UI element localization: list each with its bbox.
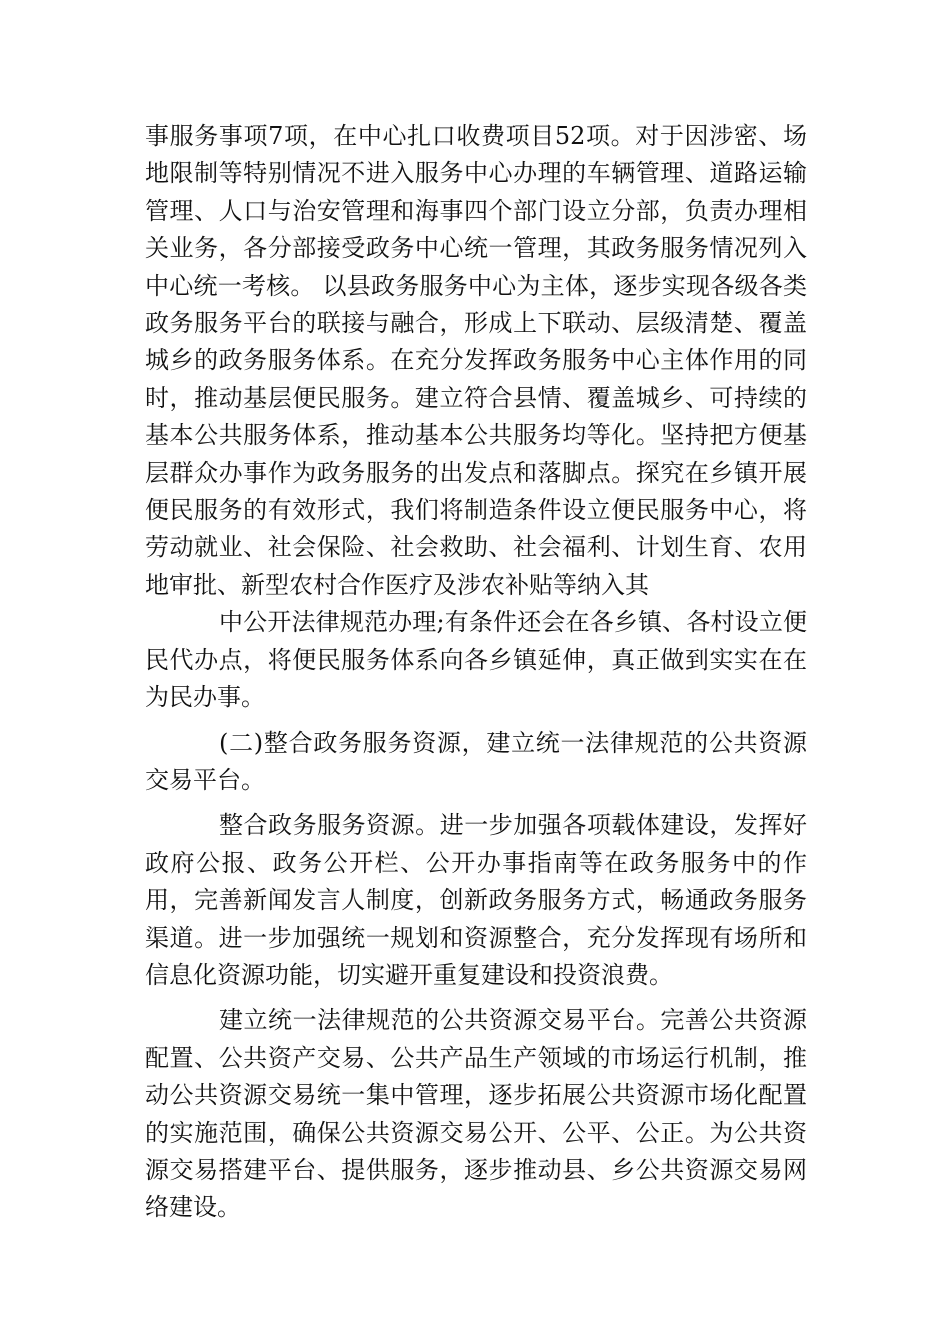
document-body: [145, 118, 807, 1227]
paragraph-integrate-resources: 整合政务服务资源。进一步加强各项载体建设，发挥好政府公报、政务公开栏、公开办事指南等在政务服务中的作用，完善新闻发言人制度，创新政务服务方式，畅通政务服务渠道。进一步加强统一规划和资源整合，充分发挥现有场所和信息化资源功能，切实避开重复建设和投资浪费。: [145, 811, 807, 989]
paragraph-continuation: 事服务事项7项，在中心扎口收费项目52项。对于因涉密、场地限制等特别情况不进入服务中心办理的车辆管理、道路运输管理、人口与治安管理和海事四个部门设立分部，负责办理相关业务，各分部接受政务中心统一管理，其政务服务情况列入中心统一考核。 以县政务服务中心为主体，逐步实现各级各类政务服务平台的联接与融合，形成上下联动、层级清楚、覆盖城乡的政务服务体系。在充分发挥政务服务中心主体作用的同时，推动基层便民服务。建立符合县情、覆盖城乡、可持续的基本公共服务体系，推动基本公共服务均等化。坚持把方便基层群众办事作为政务服务的出发点和落脚点。探究在乡镇开展便民服务的有效形式，我们将制造条件设立便民服务中心，将劳动就业、社会保险、社会救助、社会福利、计划生育、农用地审批、新型农村合作医疗及涉农补贴等纳入其: [145, 122, 807, 599]
paragraph-service-extension: 中公开法律规范办理;有条件还会在各乡镇、各村设立便民代办点，将便民服务体系向各乡镇延伸，真正做到实实在在为民办事。: [145, 608, 807, 712]
section-heading-resource-integration: (二)整合政务服务资源，建立统一法律规范的公共资源交易平台。: [145, 728, 807, 794]
paragraph-trading-platform: 建立统一法律规范的公共资源交易平台。完善公共资源配置、公共资产交易、公共产品生产领域的市场运行机制，推动公共资源交易统一集中管理，逐步拓展公共资源市场化配置的实施范围，确保公共资源交易公开、公平、公正。为公共资源交易搭建平台、提供服务，逐步推动县、乡公共资源交易网络建设。: [145, 1006, 807, 1222]
